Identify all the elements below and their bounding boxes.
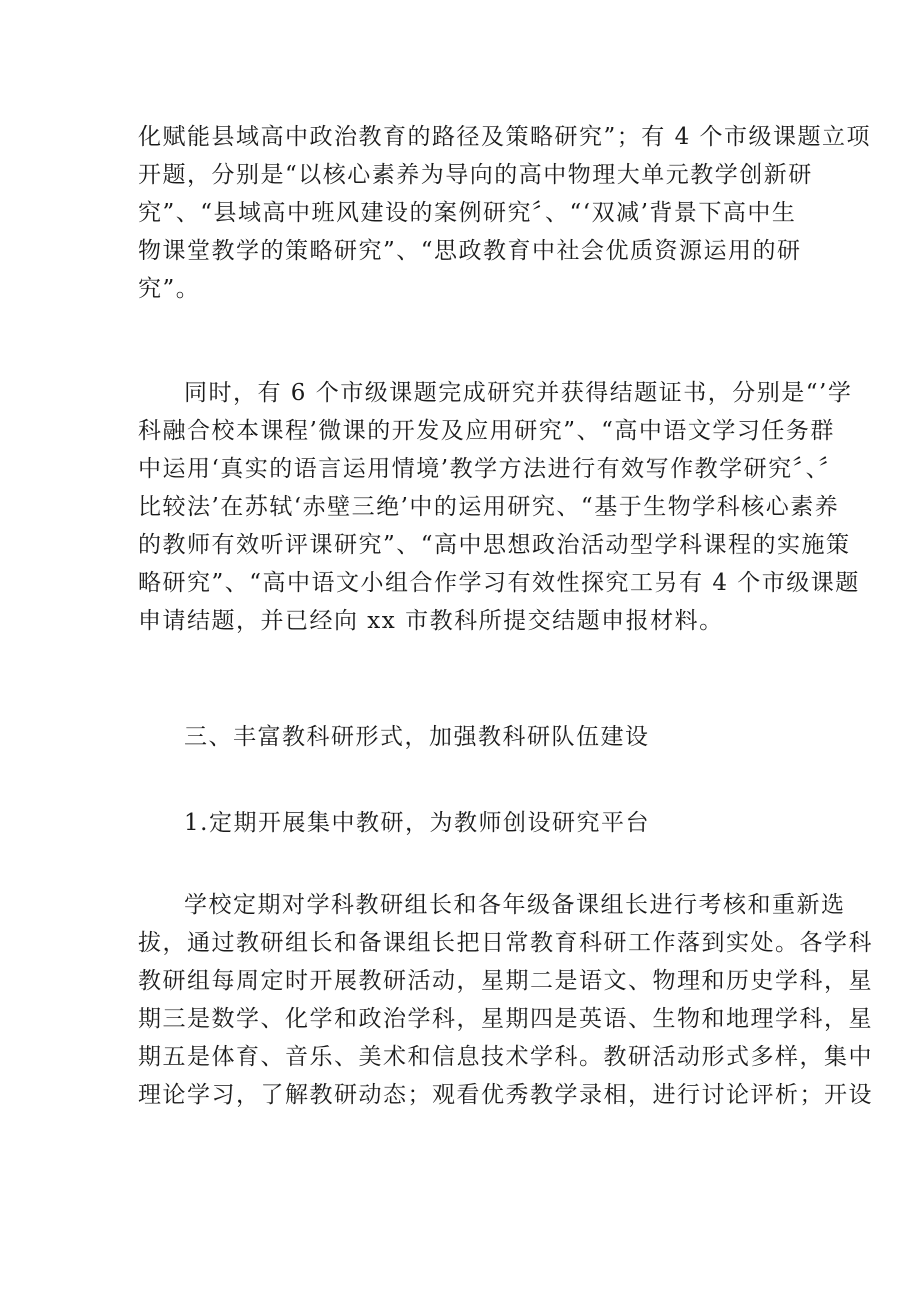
paragraph-line: 究”。 <box>138 276 201 302</box>
paragraph-line: 学校定期对学科教研组长和各年级备课组长进行考核和重新选 <box>184 892 846 918</box>
paragraph-line: 理论学习，了解教研动态；观看优秀教学录相，进行讨论评析；开设 <box>138 1082 873 1108</box>
paragraph-line: 的教师有效听评课研究”、“高中思想政治活动型学科课程的实施策 <box>138 532 851 558</box>
paragraph-line: 化赋能县域高中政治教育的路径及策略研究”；有 4 个市级课题立项 <box>138 124 872 150</box>
paragraph-line: 申请结题，并已经向 xx 市教科所提交结题申报材料。 <box>138 608 724 634</box>
paragraph-1 <box>138 118 872 308</box>
paragraph-line: 科融合校本课程’微课的开发及应用研究”、“高中语文学习任务群 <box>138 418 835 444</box>
paragraph-line: 比较法’在苏轼‘赤壁三绝’中的运用研究、“基于生物学科核心素养 <box>138 494 840 520</box>
paragraph-line: 中运用‘真实的语言运用情境’教学方法进行有效写作教学研究〞、〞 <box>138 456 844 482</box>
paragraph-line: 究”、“县域高中班风建设的案例研究〞、“‘双减’背景下高中生 <box>138 200 797 226</box>
paragraph-line: 期三是数学、化学和政治学科，星期四是英语、生物和地理学科，星 <box>138 1006 873 1032</box>
paragraph-line: 教研组每周定时开展教研活动，星期二是语文、物理和历史学科，星 <box>138 968 873 994</box>
paragraph-line: 期五是体育、音乐、美术和信息技术学科。教研活动形式多样，集中 <box>138 1044 873 1070</box>
paragraph-line: 拔，通过教研组长和备课组长把日常教育科研工作落到实处。各学科 <box>138 930 873 956</box>
paragraph-line: 同时，有 6 个市级课题完成研究并获得结题证书，分别是“’学 <box>184 380 853 406</box>
paragraph-3 <box>138 886 873 1114</box>
subsection-heading: 1.定期开展集中教研，为教师创设研究平台 <box>184 810 650 836</box>
paragraph-2 <box>138 374 860 640</box>
paragraph-line: 略研究”、“高中语文小组合作学习有效性探究工另有 4 个市级课题 <box>138 570 860 596</box>
paragraph-line: 开题，分别是“以核心素养为导向的高中物理大单元教学创新研 <box>138 162 813 188</box>
paragraph-line: 物课堂教学的策略研究”、“思政教育中社会优质资源运用的研 <box>138 238 802 264</box>
section-heading: 三、丰富教科研形式，加强教科研队伍建设 <box>184 724 650 750</box>
